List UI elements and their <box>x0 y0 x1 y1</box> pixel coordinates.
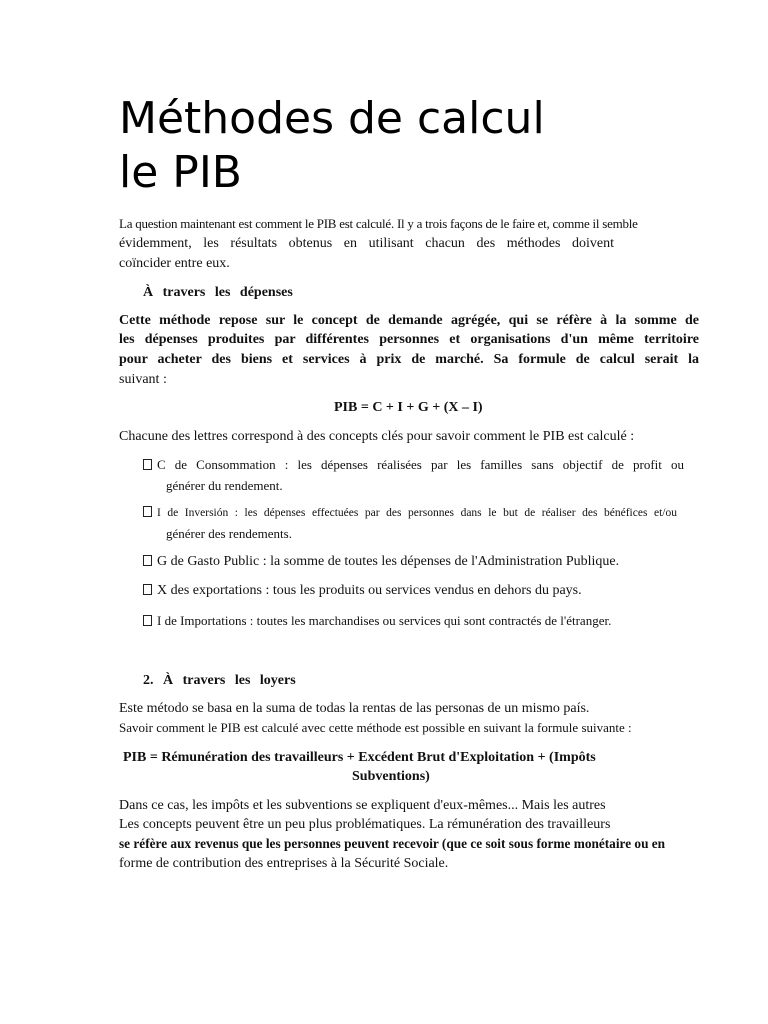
intro-line-1: La question maintenant est comment le PIB est calculé. Il y a trois façons de le faire et, comme il semble <box>119 216 638 231</box>
bullet-2-line-1 <box>143 506 677 519</box>
page-title <box>119 92 679 200</box>
section-2-line-1: Este método se basa en la suma de todas la rentas de las personas de un mismo país. <box>119 701 590 716</box>
section-2-line-2: Savoir comment le PIB est calculé avec cette méthode est possible en suivant la formule suivante : <box>119 720 632 735</box>
bullet-1-text: C de Consommation : les dépenses réalisées par les familles sans objectif de profit ou <box>157 457 684 472</box>
formula-1: PIB = C + I + G + (X – I) <box>334 400 483 415</box>
section-1-para-line-3: pour acheter des biens et services à prix de marché. Sa formule de calcul serait la <box>119 352 699 367</box>
title-line-2: le PIB <box>119 147 242 198</box>
title-line-1: Méthodes de calcul <box>119 93 545 144</box>
formula-2-line-1: PIB = Rémunération des travailleurs + Excédent Brut d'Exploitation + (Impôts <box>123 750 596 765</box>
bullet-3-text: G de Gasto Public : la somme de toutes les dépenses de l'Administration Publique. <box>157 554 620 569</box>
bullet-4 <box>143 583 582 599</box>
checkbox-bullet-icon <box>143 615 152 626</box>
final-para-line-2: Les concepts peuvent être un peu plus problématiques. La rémunération des travailleurs <box>119 817 611 832</box>
section-1-para-suffix: suivant : <box>119 372 167 387</box>
final-para-line-1: Dans ce cas, les impôts et les subventions se expliquent d'eux-mêmes... Mais les autres <box>119 798 606 813</box>
section-2-heading: 2. À travers les loyers <box>143 673 296 688</box>
bullet-5 <box>143 613 611 629</box>
section-1-para-line-2: les dépenses produites par différentes personnes et organisations d'un même territoire <box>119 332 699 347</box>
bullet-2-text: I de Inversión : les dépenses effectuées par des personnes dans le but de réaliser des bénéfices et/ou <box>157 507 677 519</box>
checkbox-bullet-icon <box>143 459 152 470</box>
letters-intro: Chacune des lettres correspond à des concepts clés pour savoir comment le PIB est calculé : <box>119 429 635 444</box>
bullet-1-line-1 <box>143 457 684 473</box>
bullet-3 <box>143 554 619 570</box>
checkbox-bullet-icon <box>143 584 152 595</box>
checkbox-bullet-icon <box>143 555 152 566</box>
bullet-2-line-2: générer des rendements. <box>166 526 292 541</box>
bullet-5-text: I de Importations : toutes les marchandises ou services qui sont contractés de l'étranger. <box>157 613 612 628</box>
intro-line-3: coïncider entre eux. <box>119 256 230 271</box>
formula-2-line-2: Subventions) <box>352 769 430 784</box>
final-para-line-4: forme de contribution des entreprises à la Sécurité Sociale. <box>119 856 449 871</box>
intro-line-2: évidemment, les résultats obtenus en utilisant chacun des méthodes doivent <box>119 236 614 251</box>
bullet-1-line-2: générer du rendement. <box>166 478 283 493</box>
section-1-heading: À travers les dépenses <box>143 285 293 300</box>
section-1-para-line-1: Cette méthode repose sur le concept de demande agrégée, qui se réfère à la somme de <box>119 313 699 328</box>
checkbox-bullet-icon <box>143 506 152 517</box>
final-para-line-3: se réfère aux revenus que les personnes peuvent recevoir (que ce soit sous forme monétaire ou en <box>119 836 666 851</box>
bullet-4-text: X des exportations : tous les produits ou services vendus en dehors du pays. <box>157 583 582 598</box>
